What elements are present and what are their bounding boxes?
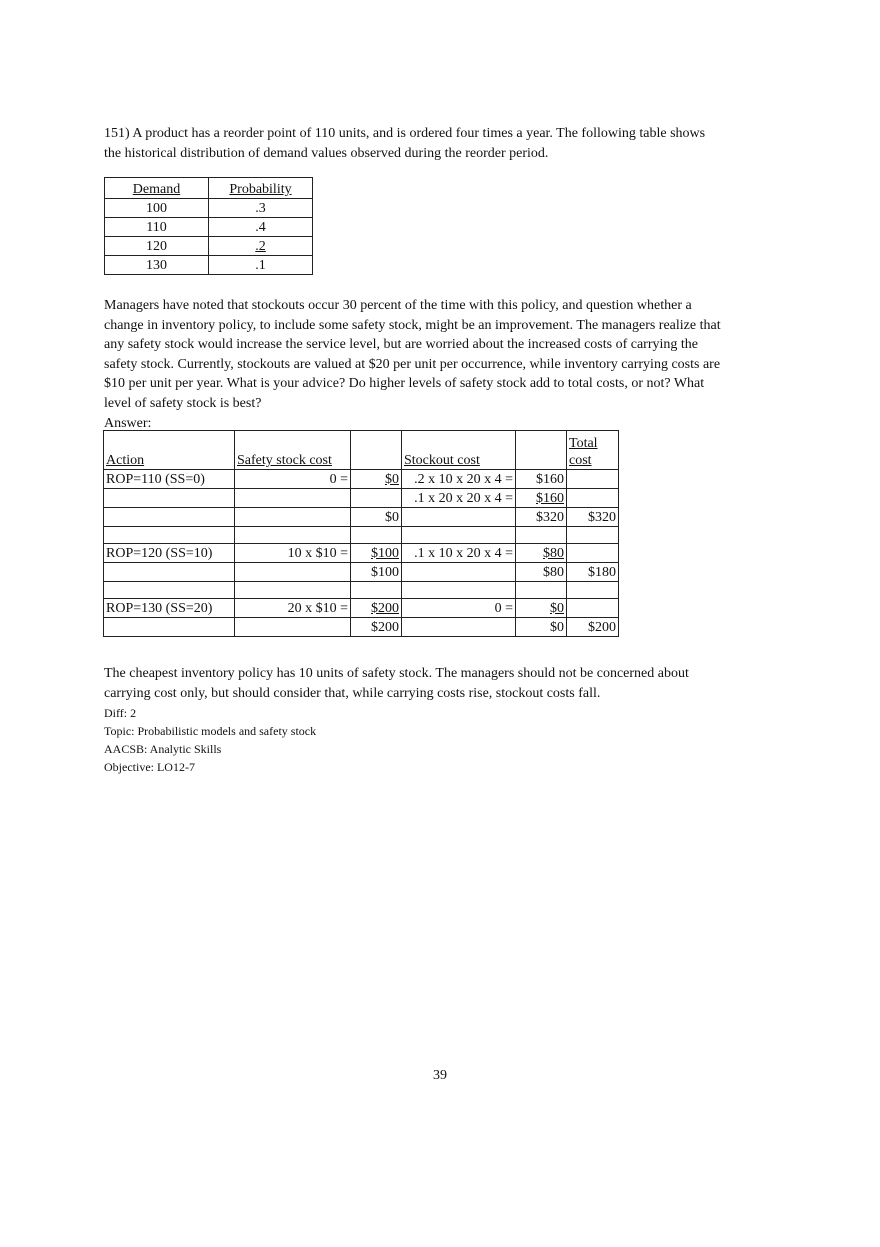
probability-cell: .2 bbox=[209, 237, 313, 256]
empty-cell bbox=[104, 582, 235, 599]
header-action: Action bbox=[104, 431, 235, 470]
safety-formula-cell: 20 x $10 = bbox=[235, 599, 351, 618]
total-cost-cell bbox=[567, 470, 619, 489]
stockout-cost-cell: $0 bbox=[516, 599, 567, 618]
page-number: 39 bbox=[433, 1068, 447, 1083]
total-cost-cell: $320 bbox=[567, 508, 619, 527]
action-cell: ROP=130 (SS=20) bbox=[104, 599, 235, 618]
safety-formula-cell bbox=[235, 618, 351, 637]
demand-cell: 110 bbox=[105, 218, 209, 237]
safety-cost-cell: $100 bbox=[351, 563, 402, 582]
conclusion-paragraph: The cheapest inventory policy has 10 units of safety stock. The managers should not be concerned about carrying cost only, but should consider that, while carrying costs rise, stockout costs fall. bbox=[104, 666, 689, 701]
table-header-row bbox=[104, 431, 619, 470]
safety-formula-cell bbox=[235, 563, 351, 582]
safety-cost-cell bbox=[351, 489, 402, 508]
table-header-row bbox=[105, 178, 313, 199]
empty-cell bbox=[567, 582, 619, 599]
empty-cell bbox=[516, 527, 567, 544]
demand-cell: 100 bbox=[105, 199, 209, 218]
table-row bbox=[104, 563, 619, 582]
table-row bbox=[104, 618, 619, 637]
header-blank bbox=[351, 431, 402, 470]
total-cost-cell: $180 bbox=[567, 563, 619, 582]
question-text: 151) A product has a reorder point of 110 units, and is ordered four times a year. The following table shows the historical distribution of demand values observed during the reorder period. bbox=[104, 126, 706, 161]
stockout-cost-cell: $320 bbox=[516, 508, 567, 527]
safety-formula-cell: 10 x $10 = bbox=[235, 544, 351, 563]
stockout-cost-cell: $160 bbox=[516, 470, 567, 489]
empty-cell bbox=[402, 582, 516, 599]
question-metadata bbox=[104, 704, 316, 776]
stockout-formula-cell: 0 = bbox=[402, 599, 516, 618]
table-row bbox=[104, 527, 619, 544]
table-row bbox=[104, 599, 619, 618]
stockout-formula-cell bbox=[402, 508, 516, 527]
action-cell: ROP=110 (SS=0) bbox=[104, 470, 235, 489]
empty-cell bbox=[567, 527, 619, 544]
safety-cost-cell: $200 bbox=[351, 618, 402, 637]
table-row bbox=[104, 489, 619, 508]
header-stockout-cost: Stockout cost bbox=[402, 431, 516, 470]
aacsb-label: AACSB: Analytic Skills bbox=[104, 742, 222, 756]
demand-cell: 130 bbox=[105, 256, 209, 275]
stockout-cost-cell: $160 bbox=[516, 489, 567, 508]
action-cell bbox=[104, 508, 235, 527]
safety-formula-cell bbox=[235, 489, 351, 508]
stockout-formula-cell: .2 x 10 x 20 x 4 = bbox=[402, 470, 516, 489]
stockout-formula-cell: .1 x 20 x 20 x 4 = bbox=[402, 489, 516, 508]
table-row bbox=[105, 237, 313, 256]
total-cost-cell bbox=[567, 544, 619, 563]
safety-cost-cell: $0 bbox=[351, 508, 402, 527]
stockout-formula-cell: .1 x 10 x 20 x 4 = bbox=[402, 544, 516, 563]
empty-cell bbox=[351, 527, 402, 544]
action-cell bbox=[104, 563, 235, 582]
action-cell bbox=[104, 618, 235, 637]
total-cost-cell bbox=[567, 489, 619, 508]
header-total-cost: Total cost bbox=[567, 431, 619, 470]
empty-cell bbox=[235, 582, 351, 599]
total-cost-cell: $200 bbox=[567, 618, 619, 637]
total-cost-cell bbox=[567, 599, 619, 618]
safety-cost-cell: $100 bbox=[351, 544, 402, 563]
empty-cell bbox=[235, 527, 351, 544]
probability-cell: .3 bbox=[209, 199, 313, 218]
cost-analysis-table bbox=[103, 430, 619, 637]
stockout-cost-cell: $80 bbox=[516, 563, 567, 582]
probability-cell: .1 bbox=[209, 256, 313, 275]
table-row bbox=[104, 470, 619, 489]
difficulty-label: Diff: 2 bbox=[104, 706, 137, 720]
safety-cost-cell: $0 bbox=[351, 470, 402, 489]
safety-formula-cell bbox=[235, 508, 351, 527]
header-demand: Demand bbox=[105, 178, 209, 199]
empty-cell bbox=[402, 527, 516, 544]
table-row bbox=[105, 256, 313, 275]
table-row bbox=[104, 582, 619, 599]
answer-label: Answer: bbox=[104, 416, 152, 431]
safety-cost-cell: $200 bbox=[351, 599, 402, 618]
table-row bbox=[104, 508, 619, 527]
scenario-paragraph: Managers have noted that stockouts occur 30 percent of the time with this policy, and question whether a change in inventory policy, to include some safety stock, might be an improvement. The managers realize that any safety stock would increase the service level, but are worried about the increased costs of carrying the safety stock. Currently, stockouts are valued at $20 per unit per occurrence, while inventory carrying costs are $10 per unit per year. What is your advice? Do higher levels of safety stock add to total costs, or not? What level of safety stock is best? bbox=[104, 298, 721, 411]
table-row bbox=[104, 544, 619, 563]
topic-label: Topic: Probabilistic models and safety stock bbox=[104, 724, 317, 738]
empty-cell bbox=[104, 527, 235, 544]
safety-formula-cell: 0 = bbox=[235, 470, 351, 489]
stockout-cost-cell: $0 bbox=[516, 618, 567, 637]
demand-cell: 120 bbox=[105, 237, 209, 256]
stockout-formula-cell bbox=[402, 618, 516, 637]
action-cell: ROP=120 (SS=10) bbox=[104, 544, 235, 563]
header-safety-stock-cost: Safety stock cost bbox=[235, 431, 351, 470]
table-row bbox=[105, 218, 313, 237]
header-probability: Probability bbox=[209, 178, 313, 199]
demand-probability-table bbox=[104, 177, 313, 275]
stockout-cost-cell: $80 bbox=[516, 544, 567, 563]
empty-cell bbox=[351, 582, 402, 599]
probability-cell: .4 bbox=[209, 218, 313, 237]
empty-cell bbox=[516, 582, 567, 599]
objective-label: Objective: LO12-7 bbox=[104, 760, 195, 774]
action-cell bbox=[104, 489, 235, 508]
table-row bbox=[105, 199, 313, 218]
stockout-formula-cell bbox=[402, 563, 516, 582]
header-blank bbox=[516, 431, 567, 470]
